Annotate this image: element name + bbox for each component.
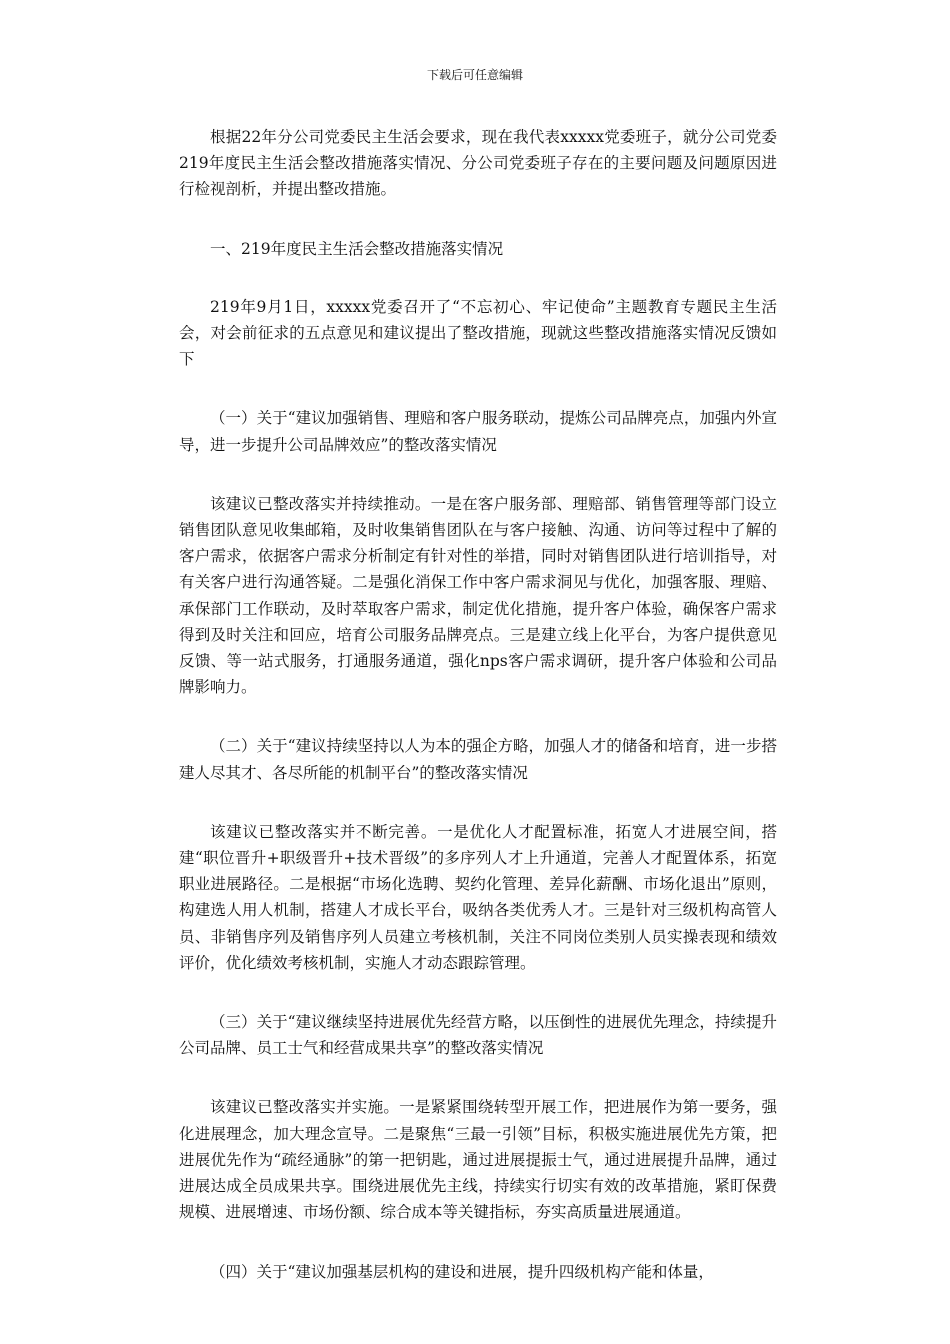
body-paragraph: 该建议已整改落实并持续推动。一是在客户服务部、理赔部、销售管理等部门设立销售团队意见收集邮箱，及时收集销售团队在与客户接触、沟通、访问等过程中了解的客户需求，依据客户需求分析制定有针对性的举措，同时对销售团队进行培训指导，对有关客户进行沟通答疑。二是强化消保工作中客户需求洞见与优化，加强客服、理赔、承保部门工作联动，及时萃取客户需求，制定优化措施，提升客户体验，确保客户需求得到及时关注和回应，培育公司服务品牌亮点。三是建立线上化平台，为客户提供意见反馈、等一站式服务，打通服务通道，强化nps客户需求调研，提升客户体验和公司品牌影响力。 [179,494,777,697]
body-paragraph: 该建议已整改落实并不断完善。一是优化人才配置标准，拓宽人才进展空间，搭建“职位晋升+职级晋升+技术晋级”的多序列人才上升通道，完善人才配置体系，拓宽职业进展路径。二是根据“市场化选聘、契约化管理、差异化薪酬、市场化退出”原则，构建选人用人机制，搭建人才成长平台，吸纳各类优秀人才。三是针对三级机构高管人员、非销售序列及销售序列人员建立考核机制，关注不同岗位类别人员实操表现和绩效评价，优化绩效考核机制，实施人才动态跟踪管理。 [179,822,777,972]
intro-paragraph: 根据22年分公司党委民主生活会要求，现在我代表xxxxx党委班子，就分公司党委219年度民主生活会整改措施落实情况、分公司党委班子存在的主要问题及问题原因进行检视剖析，并提出整改措施。 [179,128,777,199]
subsection-heading: （三）关于“建议继续坚持进展优先经营方略，以压倒性的进展优先理念，持续提升公司品牌、员工士气和经营成果共享”的整改落实情况 [179,1013,777,1058]
document-body [179,124,777,1318]
section-heading: 一、219年度民主生活会整改措施落实情况 [210,239,504,258]
subsection-heading: （一）关于“建议加强销售、理赔和客户服务联动，提炼公司品牌亮点，加强内外宣导，进一步提升公司品牌效应”的整改落实情况 [179,409,777,454]
subsection-heading: （二）关于“建议持续坚持以人为本的强企方略，加强人才的储备和培育，进一步搭建人尽其才、各尽所能的机制平台”的整改落实情况 [179,737,777,782]
body-paragraph: 该建议已整改落实并实施。一是紧紧围绕转型开展工作，把进展作为第一要务，强化进展理念，加大理念宣导。二是聚焦“三最一引领”目标，积极实施进展优先方策，把进展优先作为“疏经通脉”的第一把钥匙，通过进展提振士气，通过进展提升品牌，通过进展达成全员成果共享。围绕进展优先主线，持续实行切实有效的改革措施，紧盯保费规模、进展增速、市场份额、综合成本等关键指标，夯实高质量进展通道。 [179,1098,777,1222]
subsection-heading: （四）关于“建议加强基层机构的建设和进展，提升四级机构产能和体量， [210,1262,714,1281]
page-header-note: 下载后可任意编辑 [426,68,523,82]
body-paragraph: 219年9月1日，xxxxx党委召开了“不忘初心、牢记使命”主题教育专题民主生活会，对会前征求的五点意见和建议提出了整改措施，现就这些整改措施落实情况反馈如下 [179,297,777,369]
